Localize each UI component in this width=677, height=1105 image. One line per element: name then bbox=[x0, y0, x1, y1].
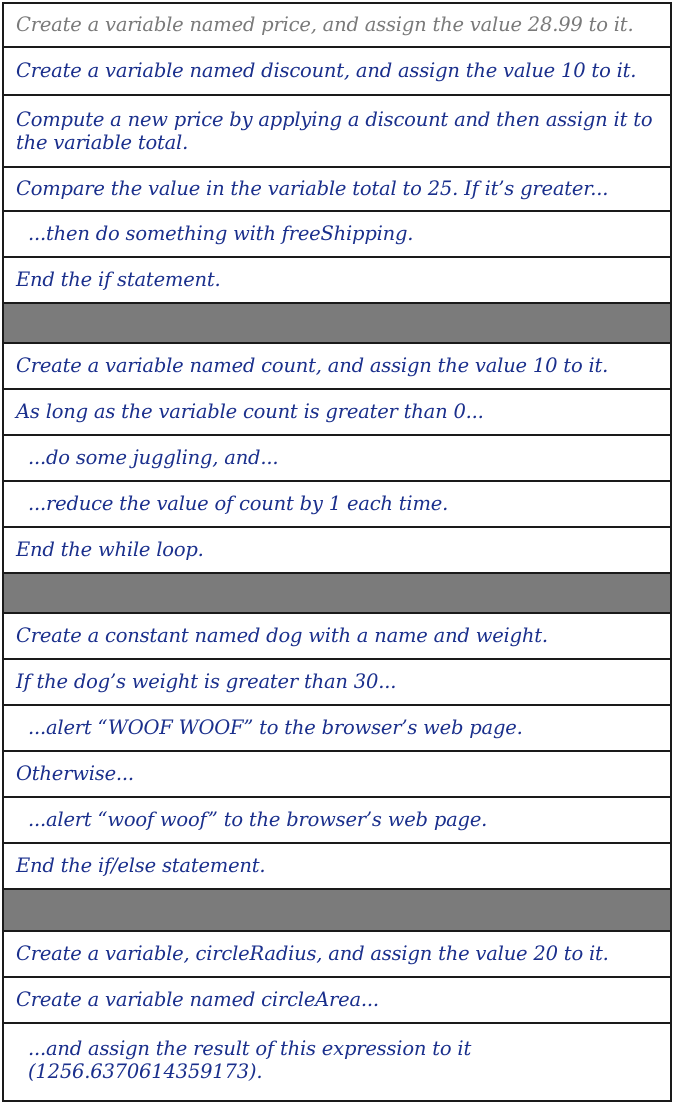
pseudocode-line: Create a constant named dog with a name and weight. bbox=[4, 614, 670, 660]
pseudocode-line: ...alert “woof woof” to the browser’s web page. bbox=[4, 798, 670, 844]
pseudocode-line: Create a variable named discount, and assign the value 10 to it. bbox=[4, 48, 670, 96]
pseudocode-line: End the while loop. bbox=[4, 528, 670, 574]
section-separator bbox=[4, 574, 670, 614]
pseudocode-line: Create a variable named price, and assign the value 28.99 to it. bbox=[4, 4, 670, 48]
pseudocode-line: End the if/else statement. bbox=[4, 844, 670, 890]
section-separator bbox=[4, 890, 670, 932]
pseudocode-line: ...then do something with freeShipping. bbox=[4, 212, 670, 258]
pseudocode-line: End the if statement. bbox=[4, 258, 670, 304]
pseudocode-line: If the dog’s weight is greater than 30... bbox=[4, 660, 670, 706]
pseudocode-line: Create a variable named circleArea... bbox=[4, 978, 670, 1024]
pseudocode-line: Create a variable, circleRadius, and assign the value 20 to it. bbox=[4, 932, 670, 978]
pseudocode-line: ...do some juggling, and... bbox=[4, 436, 670, 482]
pseudocode-line: ...reduce the value of count by 1 each time. bbox=[4, 482, 670, 528]
pseudocode-line: As long as the variable count is greater than 0... bbox=[4, 390, 670, 436]
pseudocode-line: ...and assign the result of this expression to it (1256.6370614359173). bbox=[28, 1036, 472, 1083]
section-separator bbox=[4, 304, 670, 344]
pseudocode-line: Otherwise... bbox=[4, 752, 670, 798]
pseudocode-line: Compute a new price by applying a discount and then assign it to the variable total. bbox=[4, 96, 670, 168]
pseudocode-line: Compare the value in the variable total to 25. If it’s greater... bbox=[4, 168, 670, 212]
pseudocode-line: ...alert “WOOF WOOF” to the browser’s web page. bbox=[4, 706, 670, 752]
pseudocode-sheet bbox=[2, 2, 672, 1102]
pseudocode-line: Create a variable named count, and assign the value 10 to it. bbox=[4, 344, 670, 390]
